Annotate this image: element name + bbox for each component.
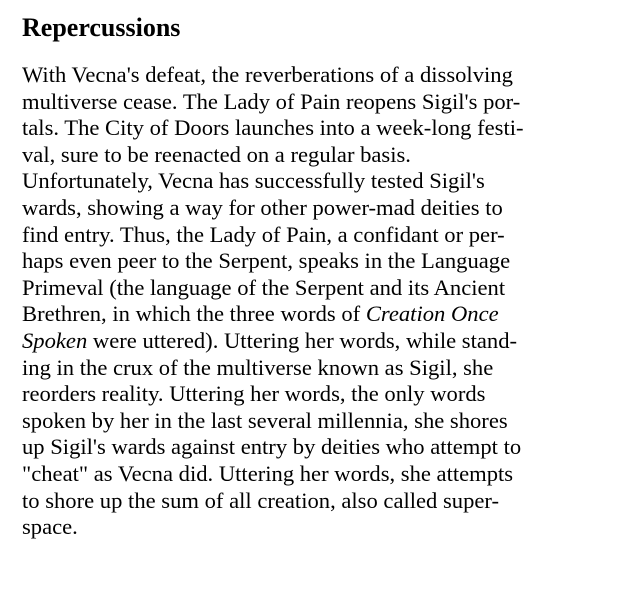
section-heading: Repercussions xyxy=(22,13,181,42)
text-line xyxy=(22,301,524,328)
text-line: reorders reality. Uttering her words, the only words xyxy=(22,381,486,407)
text-line: to shore up the sum of all creation, also called super- xyxy=(22,487,500,513)
italic-title-segment: Creation Once xyxy=(365,301,499,327)
body-paragraph xyxy=(22,62,524,541)
text-segment: Brethren, in which the three words of xyxy=(22,301,366,327)
text-line: tals. The City of Doors launches into a week-long festi- xyxy=(22,115,524,141)
text-line: multiverse cease. The Lady of Pain reopens Sigil's por- xyxy=(22,88,521,114)
text-line: Unfortunately, Vecna has successfully tested Sigil's xyxy=(22,168,485,194)
text-segment: were uttered). Uttering her words, while stand- xyxy=(87,327,518,353)
text-line: val, sure to be reenacted on a regular basis. xyxy=(22,141,411,167)
text-line: wards, showing a way for other power-mad deities to xyxy=(22,194,503,220)
text-line: up Sigil's wards against entry by deities who attempt to xyxy=(22,434,522,460)
text-line: With Vecna's defeat, the reverberations of a dissolving xyxy=(22,62,513,87)
text-line: space. xyxy=(22,514,78,540)
text-line xyxy=(22,328,524,355)
text-line: "cheat" as Vecna did. Uttering her words, she attempts xyxy=(22,460,514,486)
text-line: spoken by her in the last several millennia, she shores xyxy=(22,407,508,433)
text-line: haps even peer to the Serpent, speaks in the Language xyxy=(22,248,511,274)
text-line: find entry. Thus, the Lady of Pain, a confidant or per- xyxy=(22,221,505,247)
italic-title-segment: Spoken xyxy=(22,327,88,353)
text-line: Primeval (the language of the Serpent and its Ancient xyxy=(22,274,506,300)
text-line: ing in the crux of the multiverse known as Sigil, she xyxy=(22,354,494,380)
